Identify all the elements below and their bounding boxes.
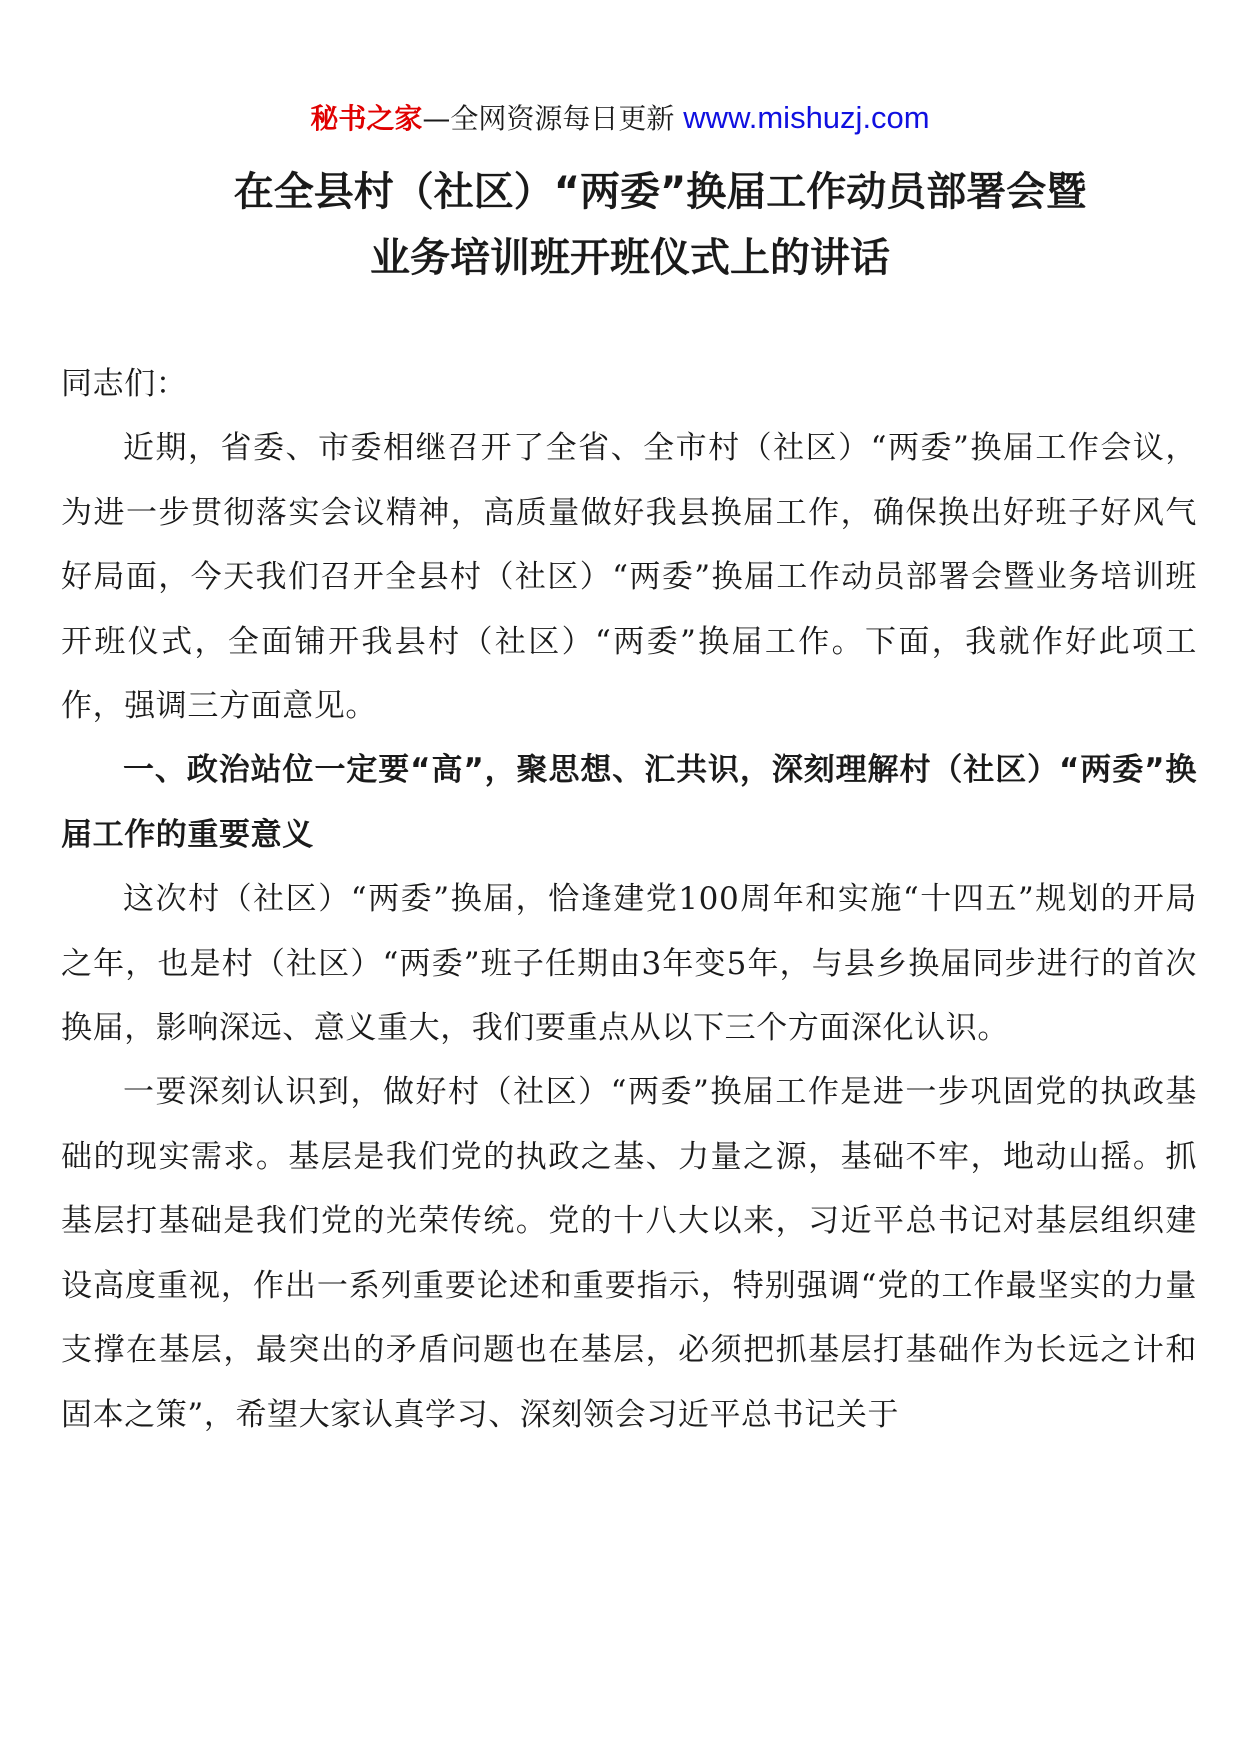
brand-name: 秘书之家	[310, 102, 423, 135]
paragraph-intro: 近期，省委、市委相继召开了全省、全市村（社区）“两委”换届工作会议，为进一步贯彻落实会议精神，高质量做好我县换届工作，确保换出好班子好风气好局面，今天我们召开全县村（社区）“两委”换届工作动员部署会暨业务培训班开班仪式，全面铺开我县村（社区）“两委”换届工作。下面，我就作好此项工作，强调三方面意见。	[61, 430, 1197, 725]
document-title-line-1: 在全县村（社区）“两委”换届工作动员部署会暨	[233, 169, 1087, 215]
site-header	[0, 98, 1240, 139]
document-body	[61, 352, 1197, 1447]
paragraph-point-1: 一要深刻认识到，做好村（社区）“两委”换届工作是进一步巩固党的执政基础的现实需求。基层是我们党的执政之基、力量之源，基础不牢，地动山摇。抓基层打基础是我们党的光荣传统。党的十八大以来，习近平总书记对基层组织建设高度重视，作出一系列重要论述和重要指示，特别强调“党的工作最坚实的力量支撑在基层，最突出的矛盾问题也在基层，必须把抓基层打基础作为长远之计和固本之策”，希望大家认真学习、深刻领会习近平总书记关于	[61, 1074, 1197, 1433]
site-url-link[interactable]: www.mishuzj.com	[683, 100, 930, 135]
paragraph-context: 这次村（社区）“两委”换届，恰逢建党100周年和实施“十四五”规划的开局之年，也是村（社区）“两委”班子任期由3年变5年，与县乡换届同步进行的首次换届，影响深远、意义重大，我们要重点从以下三个方面深化认识。	[61, 881, 1197, 1047]
document-title-line-2: 业务培训班开班仪式上的讲话	[370, 235, 890, 281]
section-heading-1: 一、政治站位一定要“高”，聚思想、汇共识，深刻理解村（社区）“两委”换届工作的重要意义	[61, 752, 1197, 853]
salutation: 同志们：	[61, 366, 188, 402]
header-slogan: —全网资源每日更新	[422, 102, 684, 135]
